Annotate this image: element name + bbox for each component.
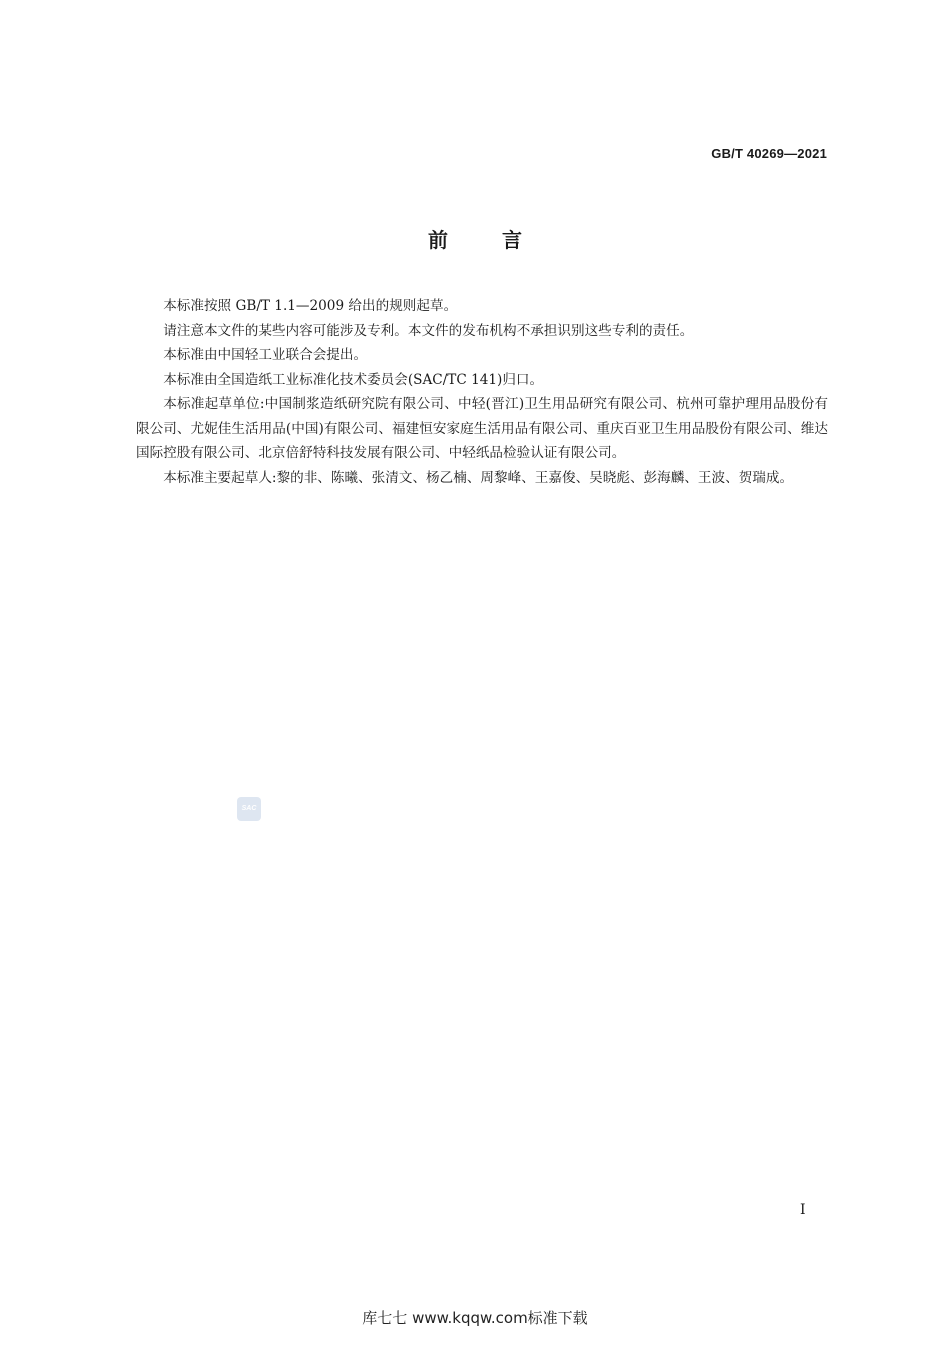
standard-number: GB/T 40269—2021: [711, 146, 827, 161]
watermark-text: SAC: [241, 805, 257, 812]
paragraph-drafters: 本标准主要起草人:黎的非、陈曦、张清文、杨乙楠、周黎峰、王嘉俊、吴晓彪、彭海麟、王波、贺瑞成。: [163, 469, 794, 486]
paragraph-committee: 本标准由全国造纸工业标准化技术委员会(SAC/TC 141)归口。: [163, 371, 544, 388]
paragraph-patent-notice: 请注意本文件的某些内容可能涉及专利。本文件的发布机构不承担识别这些专利的责任。: [163, 322, 694, 339]
paragraph-drafting-rules: 本标准按照 GB/T 1.1—2009 给出的规则起草。: [163, 298, 458, 314]
document-body: [136, 294, 828, 490]
paragraph-proposer: 本标准由中国轻工业联合会提出。: [163, 347, 368, 363]
paragraph-drafting-units: 本标准起草单位:中国制浆造纸研究院有限公司、中轻(晋江)卫生用品研究有限公司、杭州可靠护理用品股份有限公司、尤妮佳生活用品(中国)有限公司、福建恒安家庭生活用品有限公司、重庆百亚卫生用品股份有限公司、维达国际控股有限公司、北京倍舒特科技发展有限公司、中轻纸品检验认证有限公司。: [136, 396, 828, 461]
sac-watermark-logo: [237, 797, 261, 821]
page-number: I: [800, 1202, 806, 1218]
page-title: 前言: [428, 228, 576, 252]
footer-download-link[interactable]: 库七七 www.kqqw.com标准下载: [362, 1309, 588, 1327]
